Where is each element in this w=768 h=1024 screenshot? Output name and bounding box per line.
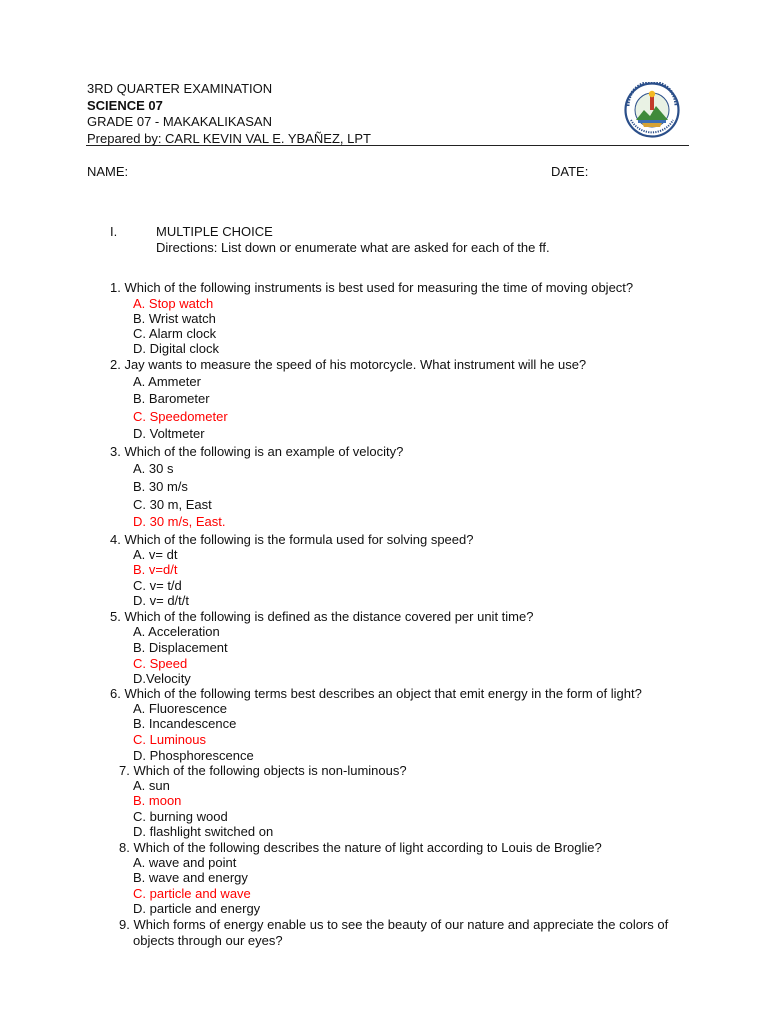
question-7-option-a: A. sun: [133, 778, 170, 793]
question-1-option-b: B. Wrist watch: [133, 311, 216, 326]
question-4-option-a: A. v= dt: [133, 547, 178, 562]
exam-header: [87, 81, 371, 147]
question-3-option-a: A. 30 s: [133, 461, 174, 476]
question-9: 9. Which forms of energy enable us to see the beauty of our nature and appreciate the colors of: [119, 917, 669, 932]
question-5-option-c: C. Speed: [133, 656, 188, 671]
question-6-option-d: D. Phosphorescence: [133, 748, 254, 763]
question-2-option-a: A. Ammeter: [133, 374, 201, 389]
question-3-option-b: B. 30 m/s: [133, 479, 188, 494]
question-1: 1. Which of the following instruments is best used for measuring the time of moving object?: [110, 280, 634, 295]
question-8: 8. Which of the following describes the nature of light according to Louis de Broglie?: [119, 840, 602, 855]
header-divider: [86, 145, 689, 146]
question-4-option-b: B. v=d/t: [133, 562, 178, 577]
question-2: 2. Jay wants to measure the speed of his motorcycle. What instrument will he use?: [110, 357, 587, 372]
section-directions: Directions: List down or enumerate what are asked for each of the ff.: [156, 240, 550, 255]
question-5: 5. Which of the following is defined as the distance covered per unit time?: [110, 609, 534, 624]
question-7: 7. Which of the following objects is non-luminous?: [119, 763, 407, 778]
question-7-option-d: D. flashlight switched on: [133, 824, 274, 839]
question-8-option-a: A. wave and point: [133, 855, 237, 870]
question-3-option-d: D. 30 m/s, East.: [133, 514, 226, 529]
question-6-option-b: B. Incandescence: [133, 716, 237, 731]
grade-section: GRADE 07 - MAKAKALIKASAN: [87, 114, 272, 129]
question-7-option-c: C. burning wood: [133, 809, 228, 824]
section-numeral: I.: [110, 224, 118, 239]
question-1-option-d: D. Digital clock: [133, 341, 219, 356]
question-5-option-b: B. Displacement: [133, 640, 228, 655]
date-label: DATE:: [551, 164, 589, 179]
question-6: 6. Which of the following terms best describes an object that emit energy in the form of light?: [110, 686, 642, 701]
question-4-option-c: C. v= t/d: [133, 578, 182, 593]
question-4: 4. Which of the following is the formula used for solving speed?: [110, 532, 474, 547]
question-3: 3. Which of the following is an example of velocity?: [110, 444, 404, 459]
question-8-option-d: D. particle and energy: [133, 901, 261, 916]
school-seal-icon: [620, 82, 684, 138]
prepared-by: Prepared by: CARL KEVIN VAL E. YBAÑEZ, LPT: [87, 130, 371, 146]
exam-title: 3RD QUARTER EXAMINATION: [87, 81, 273, 96]
question-6-option-a: A. Fluorescence: [133, 701, 227, 716]
question-3-option-c: C. 30 m, East: [133, 497, 212, 512]
question-2-option-c: C. Speedometer: [133, 409, 228, 424]
question-6-option-c: C. Luminous: [133, 732, 206, 747]
question-2-option-b: B. Barometer: [133, 391, 210, 406]
question-8-option-b: B. wave and energy: [133, 870, 248, 885]
question-5-option-d: D.Velocity: [133, 671, 191, 686]
question-5-option-a: A. Acceleration: [133, 624, 220, 639]
subject-title: SCIENCE 07: [87, 97, 163, 113]
question-2-option-d: D. Voltmeter: [133, 426, 205, 441]
question-9-continued: objects through our eyes?: [133, 933, 283, 948]
question-1-option-a: A. Stop watch: [133, 296, 214, 311]
question-1-option-c: C. Alarm clock: [133, 326, 217, 341]
name-label: NAME:: [87, 164, 129, 179]
question-4-option-d: D. v= d/t/t: [133, 593, 189, 608]
question-7-option-b: B. moon: [133, 793, 182, 808]
section-title: MULTIPLE CHOICE: [156, 224, 273, 239]
question-8-option-c: C. particle and wave: [133, 886, 251, 901]
